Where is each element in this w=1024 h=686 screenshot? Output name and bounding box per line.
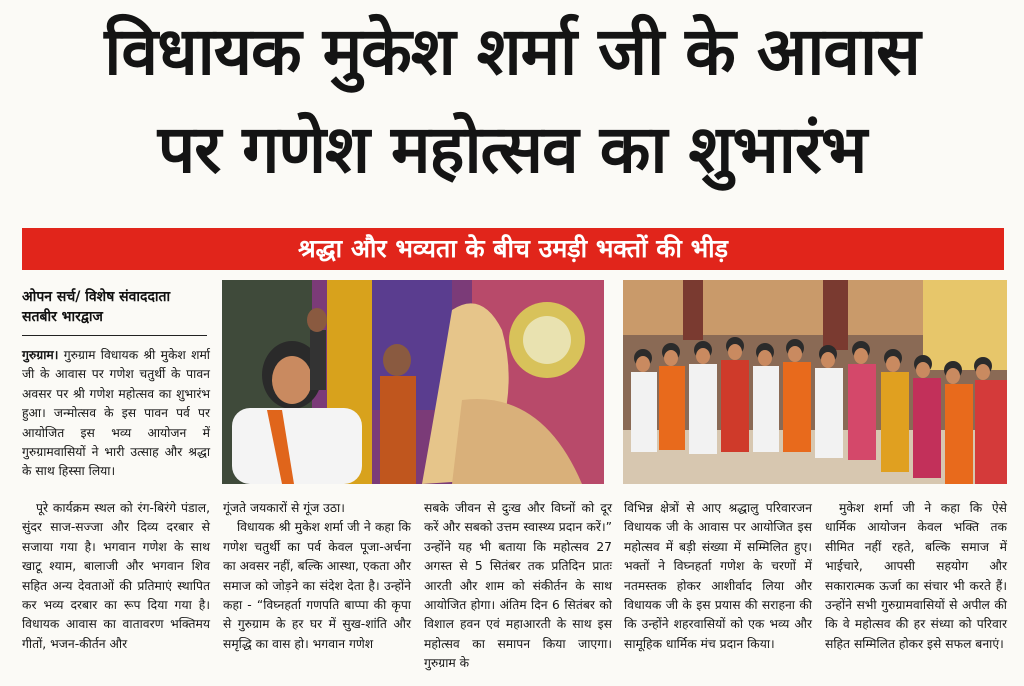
article-paragraph-2: पूरे कार्यक्रम स्थल को रंग-बिरंगे पंडाल, सुंदर साज-सज्जा और दिव्य दरबार से सजाया गया है। भगवान गणेश के साथ खाटू श्याम, बालाजी और भगवान शिव सहित अन्य देवताओं की प्रतिमाएं स्थापित कर भव्य दरबार का रूप दिया गया है। विधायक आवास का वातावरण भक्तिमय गीतों, भजन-कीर्तन और xyxy=(22,501,210,651)
subheadline-banner: श्रद्धा और भव्यता के बीच उमड़ी भक्तों की भीड़ xyxy=(22,228,1004,270)
byline-author: सतबीर भारद्वाज xyxy=(22,309,103,325)
article-column-5 xyxy=(825,499,1007,654)
article-paragraph-6: विभिन्न क्षेत्रों से आए श्रद्धालु परिवारजन विधायक जी के आवास पर आयोजित इस महोत्सव में बड़ी संख्या में सम्मिलित हुए। भक्तों ने विघ्नहर्ता गणेश के चरणों में नतमस्तक होकर आशीर्वाद लिया और विधायक जी के इस प्रयास की सराहना की कि उन्होंने शहरवासियों को एक भव्य और सामूहिक धार्मिक मंच प्रदान किया। xyxy=(624,501,812,651)
ganesh-idol-aarti-photo xyxy=(222,280,604,484)
byline-divider xyxy=(22,335,207,336)
article-column-1-bottom xyxy=(22,499,210,654)
article-paragraph-7: मुकेश शर्मा जी ने कहा कि ऐसे धार्मिक आयोजन केवल भक्ति तक सीमित नहीं रहते, बल्कि समाज में भाईचारे, आपसी सहयोग और सकारात्मक ऊर्जा का संचार भी करते हैं। उन्होंने सभी गुरुग्रामवासियों से अपील की कि वे महोत्सव की हर संध्या को परिवार सहित सम्मिलित होकर इसे सफल बनाएं। xyxy=(825,501,1007,651)
byline xyxy=(22,287,207,327)
devotees-crowd-photo xyxy=(623,280,1007,484)
article-paragraph-3: गूंजते जयकारों से गूंज उठा। xyxy=(223,501,345,515)
byline-source: ओपन सर्च/ विशेष संवाददाता xyxy=(22,289,171,305)
article-paragraph-5: सबके जीवन से दुःख और विघ्नों को दूर करें और सबको उत्तम स्वास्थ्य प्रदान करें।” उन्होंने यह भी बताया कि महोत्सव 27 अगस्त से 5 सितंबर तक प्रतिदिन प्रातः आरती और शाम को संकीर्तन के साथ आयोजित होगा। अंतिम दिन 6 सितंबर को विशाल हवन एवं महाआरती के साथ इस महोत्सव का समापन किया जाएगा। गुरुग्राम के xyxy=(424,501,612,671)
article-paragraph-4: विधायक श्री मुकेश शर्मा जी ने कहा कि गणेश चतुर्थी का पर्व केवल पूजा-अर्चना का अवसर नहीं, बल्कि आस्था, एकता और समाज को जोड़ने का संदेश देता है। उन्होंने कहा - “विघ्नहर्ता गणपति बाप्पा की कृपा से गुरुग्राम के हर घर में सुख-शांति और समृद्धि का वास हो। भगवान गणेश xyxy=(223,520,411,651)
headline-line-2: पर गणेश महोत्सव का शुभारंभ xyxy=(157,111,867,188)
article-column-3 xyxy=(424,499,612,674)
headline-line-1: विधायक मुकेश शर्मा जी के आवास xyxy=(104,13,920,90)
dateline: गुरुग्राम। xyxy=(22,348,59,362)
article-paragraph-1: गुरुग्राम विधायक श्री मुकेश शर्मा जी के आवास पर गणेश चतुर्थी के पावन अवसर पर श्री गणेश महोत्सव का शुभारंभ हुआ। जन्मोत्सव के इस पावन पर्व पर आयोजित इस भव्य आयोजन में गुरुग्रामवासियों ने भारी उत्साह और श्रद्धा के साथ हिस्सा लिया। xyxy=(22,348,210,479)
article-column-1-top xyxy=(22,346,210,482)
article-column-4 xyxy=(624,499,812,654)
article-column-2 xyxy=(223,499,411,654)
